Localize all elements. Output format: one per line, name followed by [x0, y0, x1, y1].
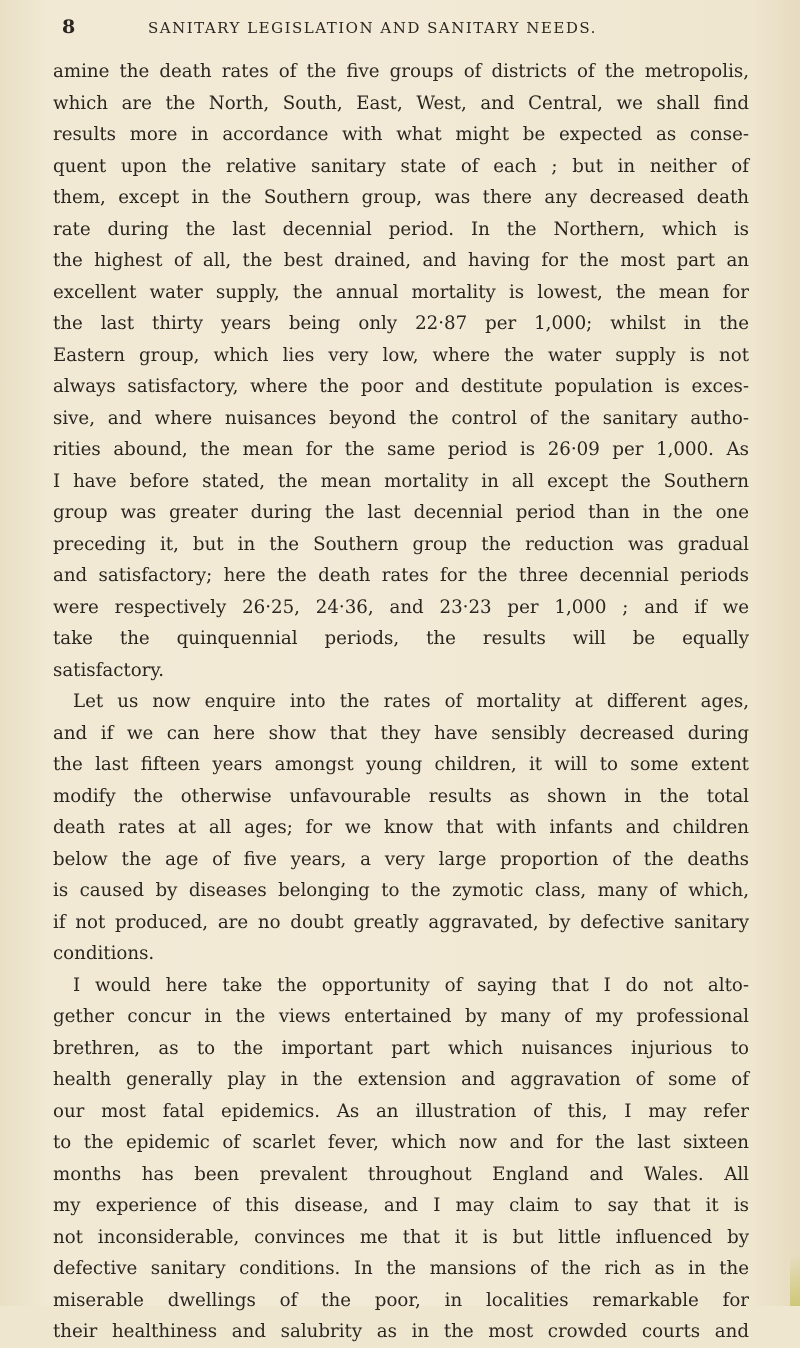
text-line: take the quinquennial periods, the results will be equally [53, 628, 749, 649]
text-line: their healthiness and salubrity as in the most crowded courts and [53, 1321, 749, 1342]
page-number: 8 [62, 16, 76, 38]
text-line: Eastern group, which lies very low, where the water supply is not [53, 344, 749, 366]
page-edge-stain [790, 1255, 800, 1306]
text-line: months has been prevalent throughout England and Wales. All [53, 1163, 749, 1185]
text-line: rities abound, the mean for the same period is 26·09 per 1,000. As [53, 439, 749, 460]
text-line: always satisfactory, where the poor and destitute population is exces- [53, 376, 749, 397]
text-line: not inconsiderable, convinces me that it is but little influenced by [53, 1226, 749, 1248]
text-line: rate during the last decennial period. In the Northern, which is [53, 218, 749, 240]
paragraph-end-line: conditions. [53, 943, 155, 964]
text-line: gether concur in the views entertained by many of my professional [53, 1006, 749, 1027]
text-line: if not produced, are no doubt greatly aggravated, by defective sanitary [53, 911, 749, 933]
text-line: the highest of all, the best drained, and having for the most part an [53, 250, 749, 271]
paragraph-start-line: Let us now enquire into the rates of mortality at different ages, [73, 691, 749, 712]
body-text [53, 56, 749, 1348]
text-line: my experience of this disease, and I may claim to say that it is [53, 1195, 749, 1216]
text-line: were respectively 26·25, 24·36, and 23·23 per 1,000 ; and if we [53, 596, 749, 618]
text-line: I have before stated, the mean mortality in all except the Southern [53, 470, 749, 492]
text-line: health generally play in the extension and aggravation of some of [53, 1069, 749, 1090]
text-line: results more in accordance with what might be expected as conse- [53, 124, 749, 145]
text-line: which are the North, South, East, West, and Central, we shall find [53, 92, 749, 114]
paragraph-end-line: satisfactory. [53, 659, 164, 681]
text-line: defective sanitary conditions. In the mansions of the rich as in the [53, 1258, 749, 1279]
text-line: to the epidemic of scarlet fever, which now and for the last sixteen [53, 1132, 749, 1153]
text-line: and satisfactory; here the death rates for the three decennial periods [53, 565, 749, 586]
text-line: miserable dwellings of the poor, in localities remarkable for [53, 1289, 749, 1311]
text-line: below the age of five years, a very large proportion of the deaths [53, 848, 749, 870]
text-line: modify the otherwise unfavourable results as shown in the total [53, 785, 749, 807]
text-line: the last fifteen years amongst young children, it will to some extent [53, 754, 749, 775]
text-line: amine the death rates of the five groups of districts of the metropolis, [53, 61, 749, 82]
text-line: group was greater during the last decennial period than in the one [53, 502, 749, 523]
text-line: excellent water supply, the annual mortality is lowest, the mean for [53, 281, 749, 303]
running-head [62, 16, 742, 42]
text-line: sive, and where nuisances beyond the control of the sanitary autho- [53, 407, 749, 429]
text-line: the last thirty years being only 22·87 per 1,000; whilst in the [53, 313, 749, 334]
text-line: death rates at all ages; for we know that with infants and children [53, 817, 749, 838]
text-line: quent upon the relative sanitary state of each ; but in neither of [53, 155, 749, 177]
text-line: preceding it, but in the Southern group the reduction was gradual [53, 533, 749, 555]
text-line: is caused by diseases belonging to the zymotic class, many of which, [53, 880, 749, 901]
text-line: them, except in the Southern group, was there any decreased death [53, 187, 749, 208]
text-line: our most fatal epidemics. As an illustration of this, I may refer [53, 1100, 749, 1122]
text-line: brethren, as to the important part which nuisances injurious to [53, 1037, 749, 1059]
running-title: SANITARY LEGISLATION AND SANITARY NEEDS. [148, 19, 597, 37]
text-line: and if we can here show that they have sensibly decreased during [53, 722, 749, 744]
paragraph-start-line: I would here take the opportunity of saying that I do not alto- [73, 974, 749, 996]
